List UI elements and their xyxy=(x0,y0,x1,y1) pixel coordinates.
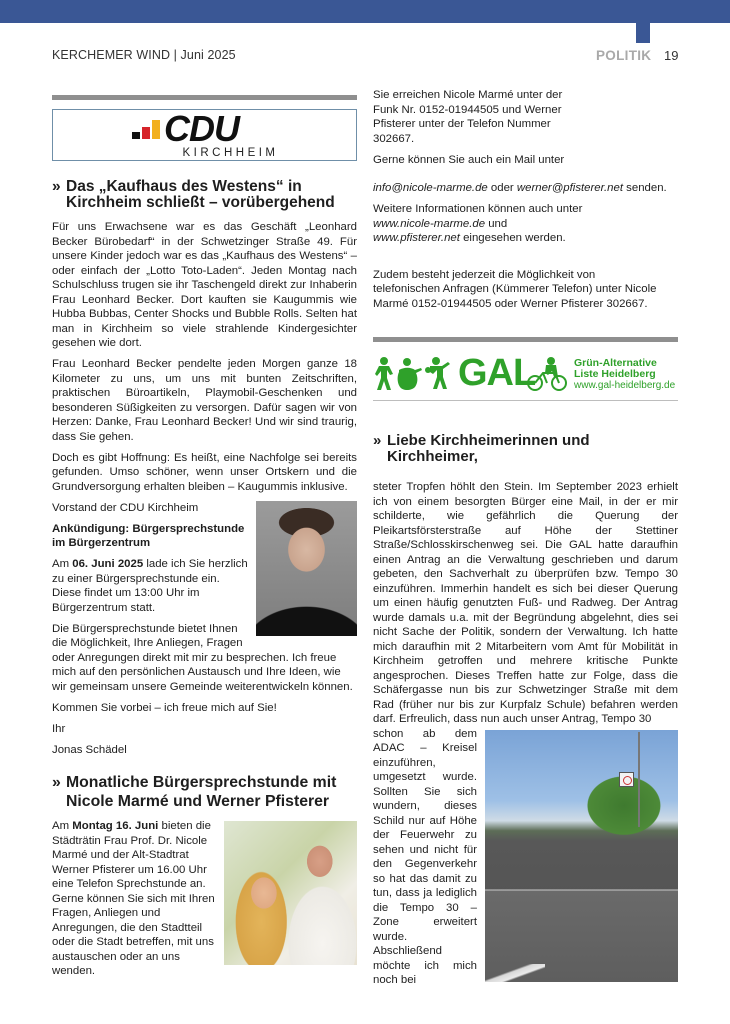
logo-underline xyxy=(373,400,678,401)
contact-paragraph: Sie erreichen Nicole Marmé unter der Funk Nr. 0152-01944505 und Werner Pfisterer unter der Telefon Nummer 302667. xyxy=(373,89,563,145)
section-tab-marker xyxy=(636,23,650,43)
page-number: 19 xyxy=(664,48,679,63)
street-photo xyxy=(485,730,678,982)
contact-urls xyxy=(373,202,678,246)
article-paragraph: Doch es gibt Hoffnung: Es heißt, eine Nachfolge sei bereits gefunden. Umso schöner, wenn unser Ortskern und die Grundversorgung erhalten bleiben – Kaugummis inklusive. xyxy=(52,451,357,493)
ampelmann-figures-icon xyxy=(375,356,455,392)
url-link[interactable]: www.pfisterer.net xyxy=(373,232,460,244)
duo-photo xyxy=(224,821,357,965)
text: Am xyxy=(52,558,73,570)
gal-url[interactable]: www.gal-heidelberg.de xyxy=(574,380,676,391)
text: eingesehen werden. xyxy=(459,232,566,244)
gal-logo xyxy=(373,350,678,400)
text: und xyxy=(485,217,508,230)
article-paragraph: steter Tropfen höhlt den Stein. Im September 2023 erhielt ich von einem besorgten Bürger eine Mail, in der er mir schilderte, wie gefährlich die Querung der Pleikartsförsterstraße auf Höhe der Stettiner Straße/Schlosskirschenweg sei. Die GAL hatte daraufhin einen Antrag an die Verwaltung geschrieben und darum gebeten, den Sachverhalt zu überprüfen bzw. Tempo 30 einzuführen. Immerhin handelt es sich bei dieser Querung um einen häufig genutzten Fuß- und Radweg. Der Antrag wurde damals u.a. mit der Begründung abgelehnt, dies sei nicht Sache der Politik, sondern der Verwaltung. Ich hatte mich daraufhin mit 2 Mitarbeitern vom Amt für Mobilität in Kirchheim getroffen und mehrere kritische Punkte angesprochen. Dieses Treffen hatte zur Folge, dass die Schäfergasse nun bis zur Schwetzinger Straße mit dem Rad (früher nur bis zur Kurpfalz Schule) befahren werden darf. Erfreulich, dass nun auch unser Antrag, Tempo 30 xyxy=(373,481,678,725)
announcement-paragraph: Kommen Sie vorbei – ich freue mich auf Sie! xyxy=(52,701,277,714)
cdu-subtitle: KIRCHHEIM xyxy=(182,147,279,159)
text: bieten die Städträtin Frau Prof. Dr. Nicole Marmé und der Alt-Stadtrat Werner Pfisterer um 16.00 Uhr eine Telefon Sprechstunde an. Gerne können Sie sich mit Ihren Fragen, Anliegen und Anregungen, die den Stadtteil oder die Stadt betreffen, mit uns austauschen oder an uns wenden. xyxy=(52,820,215,977)
header-band xyxy=(0,0,730,23)
signature: Vorstand der CDU Kirchheim xyxy=(52,501,199,514)
right-column xyxy=(373,88,678,994)
email-link[interactable]: info@nicole-marme.de xyxy=(373,182,488,194)
date-highlight: Montag 16. Juni xyxy=(72,820,159,832)
text: Weitere Informationen können auch unter xyxy=(373,203,583,215)
article-paragraph: schon ab dem ADAC – Kreisel einzuführen, umgesetzt wurde. Sollten Sie sich wundern, dieses Schild nur auf Höhe der Feuerwehr zu sehen und nicht für den Gegenverkehr so hat das damit zu tun, dass ja lediglich die Tempo 30 – Zone erweitert wurde. Abschließend möchte ich mich noch bei xyxy=(373,727,477,986)
running-head: KERCHEMER WIND | Juni 2025 xyxy=(52,48,236,62)
tempo30-sign-icon xyxy=(619,772,634,787)
section-divider xyxy=(373,337,678,342)
gal-line2: Liste Heidelberg xyxy=(574,368,656,380)
headline-text: Monatliche Bürgersprechstunde mit Nicole Marmé und Werner Pfisterer xyxy=(66,774,337,810)
contact-paragraph: Zudem besteht jederzeit die Möglichkeit von telefonischen Anfragen (Kümmerer Telefon) unter Nicole Marmé 0152-01944505 oder Werner Pfisterer 302667. xyxy=(373,268,657,310)
cyclist-icon xyxy=(527,356,567,392)
contact-emails xyxy=(373,181,678,196)
headline-text: Das „Kaufhaus des Westens“ in Kirchheim schließt – vorübergehend xyxy=(66,178,335,211)
article-paragraph: Frau Leonhard Becker pendelte jeden Morgen ganze 18 Kilometer zu uns, um uns mit bunten Zeitschriften, praktischen Büroartikeln, Playmobil-Geschenken und besonderen Süßigkeiten zu versorgen. Dafür sagen wir von Herzen: Danke, Frau Leonhard Becker! Und wir sind traurig, dass Sie gehen. xyxy=(52,358,357,443)
announcement-paragraph: Die Bürgersprechstunde bietet Ihnen die Möglichkeit, Ihre Anliegen, Fragen oder Anregungen direkt mit mir zu besprechen. Ich freue mich auf den persönlichen Austausch und Ihre Ideen, wie wir gemeinsam unsere Gemeinde weiterentwickeln können. xyxy=(52,622,353,693)
url-link[interactable]: www.nicole-marme.de xyxy=(373,217,486,230)
headline-text: Liebe Kirchheimerinnen und Kirchheimer, xyxy=(387,432,590,465)
cdu-wordmark: CDU xyxy=(164,108,239,149)
cdu-logo xyxy=(52,109,357,161)
closing: Ihr xyxy=(52,722,66,735)
raquo-icon: » xyxy=(373,432,382,449)
curb xyxy=(485,964,545,982)
gal-tagline xyxy=(574,358,675,391)
section-divider xyxy=(52,95,357,100)
gal-line1: Grün-Alternative xyxy=(574,357,657,369)
article-paragraph: Für uns Erwachsene war es das Geschäft „Leonhard Becker Bürobedarf“ in der Schwetzinger Straße 49. Für unsere Kinder jedoch war es das „Kaufhaus des Westens“ – oder einfach der „Lotto Toto-Laden“. Jeden Montag nach Schulschluss trugen sie ihr Taschengeld direkt zur Inhaberin Frau Leonhard Becker. Dort kauften sie Kaugummis wie Hubba Bubbas, Center Shocks und Bubble Rolls. Selten hat man in Kirchheim so viele strahlende Kindergesichter gesehen wie dort. xyxy=(52,221,357,349)
announcement-title: Ankündigung: Bürgersprechstunde im Bürgerzentrum xyxy=(52,522,245,549)
article-headline xyxy=(52,179,357,211)
text: lade ich Sie herzlich zu einer Bürgersprechstunde ein. Diese findet um 13:00 Uhr im Bürgerzentrum statt. xyxy=(52,558,248,614)
left-column xyxy=(52,95,357,985)
cdu-bars-icon xyxy=(132,120,162,139)
email-link[interactable]: werner@pfisterer.net xyxy=(516,182,624,194)
sign-pole xyxy=(638,732,640,827)
raquo-icon: » xyxy=(52,178,61,195)
portrait-photo xyxy=(256,501,357,636)
contact-paragraph: Gerne können Sie auch ein Mail unter xyxy=(373,153,565,166)
text: Am xyxy=(52,820,73,832)
article-headline xyxy=(52,773,357,811)
date-highlight: 06. Juni 2025 xyxy=(72,558,144,570)
raquo-icon: » xyxy=(52,774,61,791)
text: senden. xyxy=(623,182,667,194)
text: oder xyxy=(487,182,517,194)
author-name: Jonas Schädel xyxy=(52,743,127,756)
article-headline xyxy=(373,433,678,465)
section-label: POLITIK xyxy=(596,48,652,63)
gal-wordmark: GAL xyxy=(458,352,536,394)
